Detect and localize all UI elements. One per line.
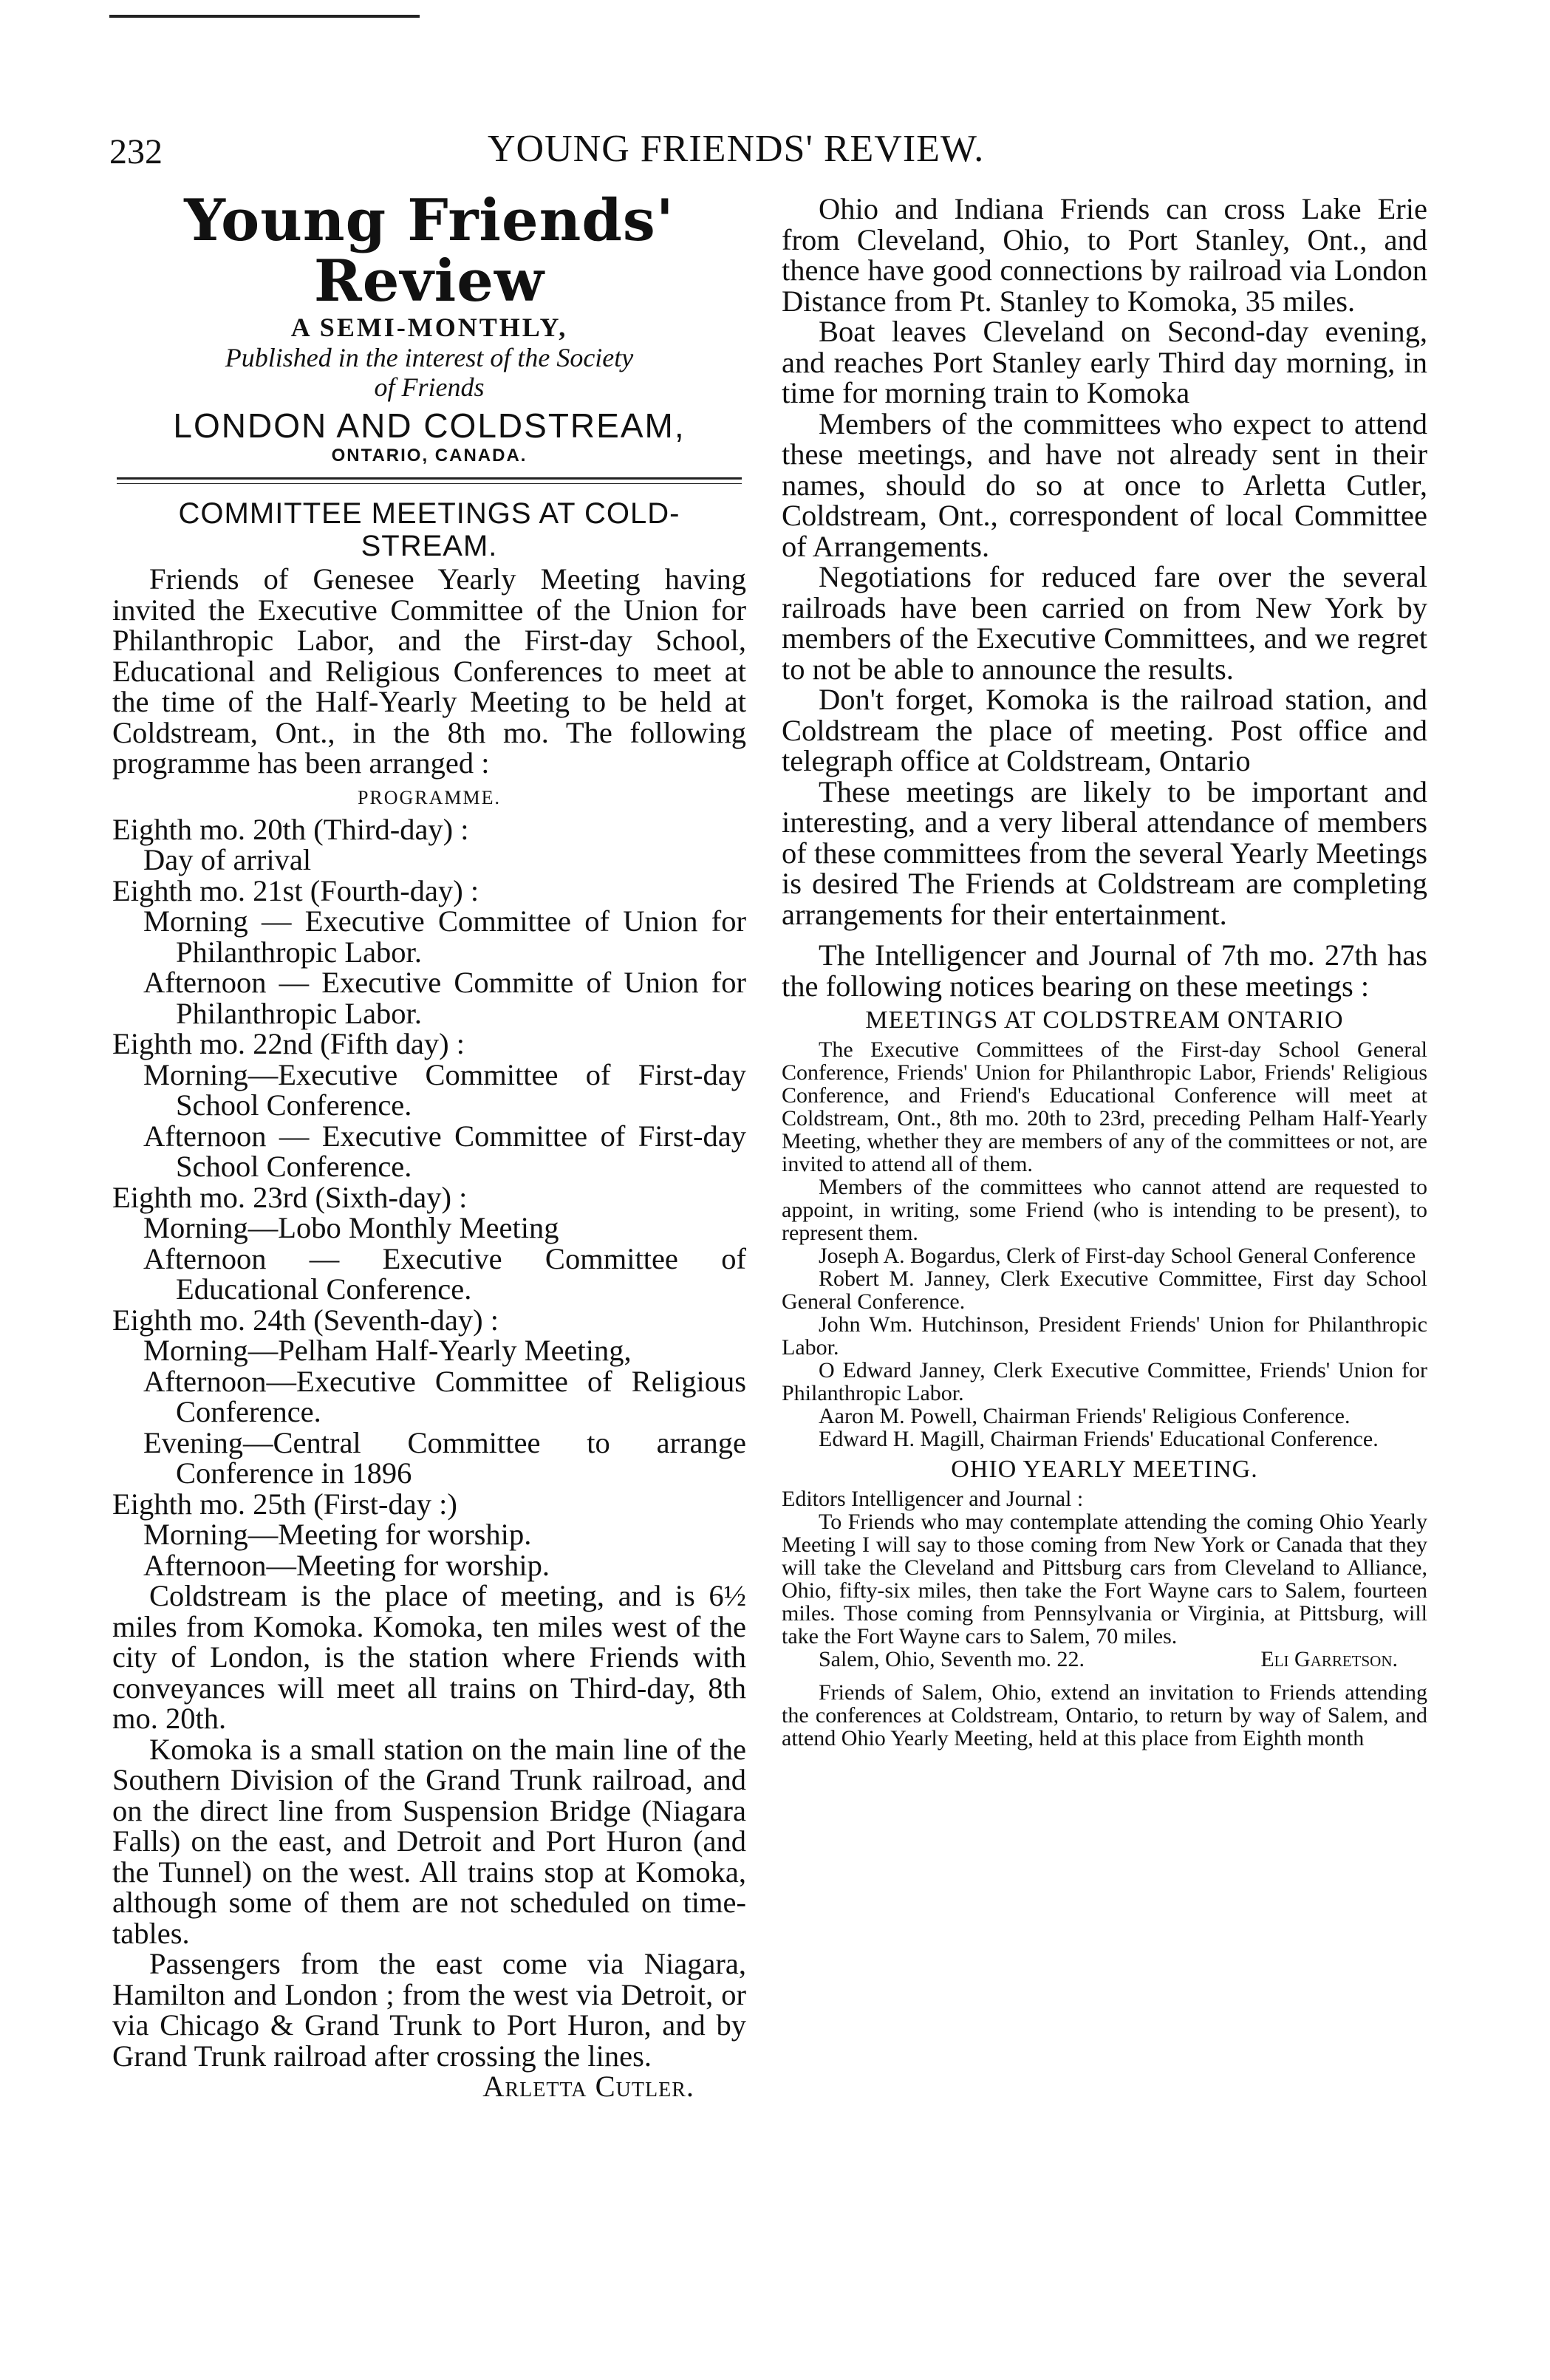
- right-column: [782, 194, 1427, 1750]
- paragraph-komoka: Komoka is a small station on the main line of the Southern Division of the Grand Trunk railroad, and on the direct line from Suspension Bridge (Niagara Falls) on the east, and Detroit and Port Huron (and the Tunnel) on the west. All trains stop at Komoka, although some of them are not scheduled on time-tables.: [112, 1732, 746, 1950]
- masthead-rule: [117, 477, 742, 484]
- paragraph-coldstream: Coldstream is the place of meeting, and is 6½ miles from Komoka. Komoka, ten miles west of the city of London, is the station where Friends with conveyances will meet all trains on Third-day, 8th mo. 20th.: [112, 1579, 746, 1735]
- left-column: [112, 187, 746, 2103]
- spacer: [782, 1671, 1427, 1681]
- paragraph-boat: Boat leaves Cleveland on Second-day evening, and reaches Port Stanley early Third day morning, in time for morning train to Komoka: [782, 315, 1427, 409]
- ohio-place-date: Salem, Ohio, Seventh mo. 22.: [819, 1647, 1085, 1671]
- programme-day-label: Eighth mo. 22nd (Fifth day) :: [112, 1027, 465, 1060]
- programme-day-4: [112, 1182, 746, 1305]
- ohio-block: [782, 1487, 1427, 1750]
- notice-heading: MEETINGS AT COLDSTREAM ONTARIO: [865, 1006, 1344, 1034]
- programme-day-3: [112, 1029, 746, 1182]
- salem-paragraph: Friends of Salem, Ohio, extend an invitation to Friends attending the conferences at Coldstream, Ontario, to return by way of Salem, and attend Ohio Yearly Meeting, held at this place from Eighth month: [782, 1680, 1427, 1750]
- programme-item: Afternoon—Executive Committee of Religious Conference.: [143, 1364, 746, 1428]
- paragraph-negotiations: Negotiations for reduced fare over the several railroads have been carried on from New York by members of the Executive Committees, and we regret to not be able to announce the results.: [782, 560, 1427, 686]
- masthead-published-line-1: Published in the interest of the Society: [225, 343, 634, 372]
- paragraph-intelligencer: The Intelligencer and Journal of 7th mo. 27th has the following notices bearing on these meetings :: [782, 938, 1427, 1003]
- paragraph-dont-forget: Don't forget, Komoka is the railroad station, and Coldstream the place of meeting. Post office and telegraph office at Coldstream, Ontario: [782, 683, 1427, 777]
- programme-item: Morning — Executive Committee of Union for Philanthropic Labor.: [143, 904, 746, 969]
- notice-signer: Aaron M. Powell, Chairman Friends' Religious Conference.: [819, 1404, 1351, 1428]
- programme-day-5: [112, 1305, 746, 1489]
- programme-item: Morning—Meeting for worship.: [143, 1518, 532, 1551]
- article-heading-line-2: STREAM.: [361, 530, 498, 562]
- programme-day-label: Eighth mo. 24th (Seventh-day) :: [112, 1303, 499, 1337]
- programme-day-label: Eighth mo. 20th (Third-day) :: [112, 812, 469, 846]
- top-rule: [109, 15, 420, 18]
- notice-signer: Edward H. Magill, Chairman Friends' Educational Conference.: [819, 1427, 1379, 1451]
- masthead-province: ONTARIO, CANADA.: [331, 446, 528, 466]
- masthead-subtitle: A SEMI-MONTHLY,: [290, 313, 568, 342]
- ohio-heading: OHIO YEARLY MEETING.: [951, 1456, 1258, 1483]
- programme-heading: PROGRAMME.: [357, 786, 502, 808]
- programme-day-2: [112, 873, 746, 1030]
- programme-item: Afternoon — Executive Committee of First-day School Conference.: [143, 1119, 746, 1183]
- notice-signer: John Wm. Hutchinson, President Friends' Union for Philanthropic Labor.: [782, 1312, 1427, 1360]
- notice-paragraph-2: Members of the committees who cannot attend are requested to appoint, in writing, some Friend (who is intending to be present), to represent them.: [782, 1175, 1427, 1245]
- programme-item: Morning—Pelham Half-Yearly Meeting,: [143, 1334, 632, 1367]
- programme-item: Afternoon — Executive Committe of Union for Philanthropic Labor.: [143, 966, 746, 1030]
- running-title: YOUNG FRIENDS' REVIEW.: [488, 128, 985, 170]
- ohio-signature-line: [782, 1648, 1427, 1671]
- masthead-place: LONDON AND COLDSTREAM,: [173, 406, 686, 445]
- ohio-signature: Eli Garretson.: [1260, 1647, 1398, 1671]
- programme-item: Evening—Central Committee to arrange Conference in 1896: [143, 1425, 746, 1490]
- notice-signer: Robert M. Janney, Clerk Executive Committee, First day School General Conference.: [782, 1266, 1427, 1314]
- programme-item: Morning—Executive Committee of First-day School Conference.: [143, 1057, 746, 1122]
- notice-paragraph-1: The Executive Committees of the First-day School General Conference, Friends' Union for Philanthropic Labor, Friends' Religious Conference, and Friend's Educational Conference will meet at Coldstream, Ont., 8th mo. 20th to 23rd, preceding Pelham Half-Yearly Meeting, whether they are members of any of the committees or not, are invited to attend all of them.: [782, 1037, 1427, 1176]
- notice-signer: O Edward Janney, Clerk Executive Committee, Friends' Union for Philanthropic Labor.: [782, 1358, 1427, 1405]
- editors-line: Editors Intelligencer and Journal :: [782, 1487, 1084, 1511]
- programme-day-label: Eighth mo. 23rd (Sixth-day) :: [112, 1180, 468, 1214]
- notice-block: [782, 1038, 1427, 1450]
- programme-item: Day of arrival: [143, 843, 312, 876]
- paragraph-members: Members of the committees who expect to attend these meetings, and have not already sent in their names, should do so at once to Arletta Cutler, Coldstream, Ont., correspondent of local Committee of Arrangements.: [782, 406, 1427, 563]
- ohio-letter: To Friends who may contemplate attending the coming Ohio Yearly Meeting I will say to those coming from New York or Canada that they will take the Cleveland and Pittsburg cars from Cleveland to Alliance, Ohio, fifty-six miles, then take the Fort Wayne cars to Salem, fourteen miles. Those coming from Pennsylvania or Virginia, at Pittsburg, will take the Fort Wayne cars to Salem, 70 miles.: [782, 1510, 1427, 1648]
- article-heading: [112, 497, 746, 562]
- article-signature: Arletta Cutler.: [482, 2070, 694, 2103]
- programme-day-6: [112, 1489, 746, 1581]
- programme-item: Afternoon—Meeting for worship.: [143, 1548, 550, 1582]
- paragraph-important: These meetings are likely to be important and interesting, and a very liberal attendance of members of these committees from the several Yearly Meetings is desired The Friends at Coldstream are completing arrangements for their entertainment.: [782, 774, 1427, 931]
- programme-day-label: Eighth mo. 25th (First-day :): [112, 1487, 457, 1521]
- programme-item: Afternoon — Executive Committee of Educational Conference.: [143, 1241, 746, 1306]
- paragraph-passengers: Passengers from the east come via Niagara, Hamilton and London ; from the west via Detroit, or via Chicago & Grand Trunk to Port Huron, and by Grand Trunk railroad after crossing the lines.: [112, 1947, 746, 2073]
- programme-item: Morning—Lobo Monthly Meeting: [143, 1211, 559, 1244]
- masthead-published-line-2: of Friends: [374, 372, 485, 402]
- programme-day-label: Eighth mo. 21st (Fourth-day) :: [112, 873, 479, 907]
- page-number: 232: [109, 132, 163, 171]
- masthead-title: Young Friends' Review: [184, 187, 675, 315]
- notice-signer: Joseph A. Bogardus, Clerk of First-day School General Conference: [819, 1244, 1416, 1268]
- article-heading-line-1: COMMITTEE MEETINGS AT COLD-: [178, 497, 680, 530]
- article-intro: Friends of Genesee Yearly Meeting having invited the Executive Committee of the Union for Philanthropic Labor, and the First-day School, Educational and Religious Conferences to meet at the time of the Half-Yearly Meeting to be held at Coldstream, Ont., in the 8th mo. The following programme has been arranged :: [112, 562, 746, 780]
- paragraph-ohio-indiana: Ohio and Indiana Friends can cross Lake Erie from Cleveland, Ohio, to Port Stanley, Ont., and thence have good connections by railroad via London Distance from Pt. Stanley to Komoka, 35 miles.: [782, 192, 1427, 318]
- programme-day-1: [112, 814, 746, 876]
